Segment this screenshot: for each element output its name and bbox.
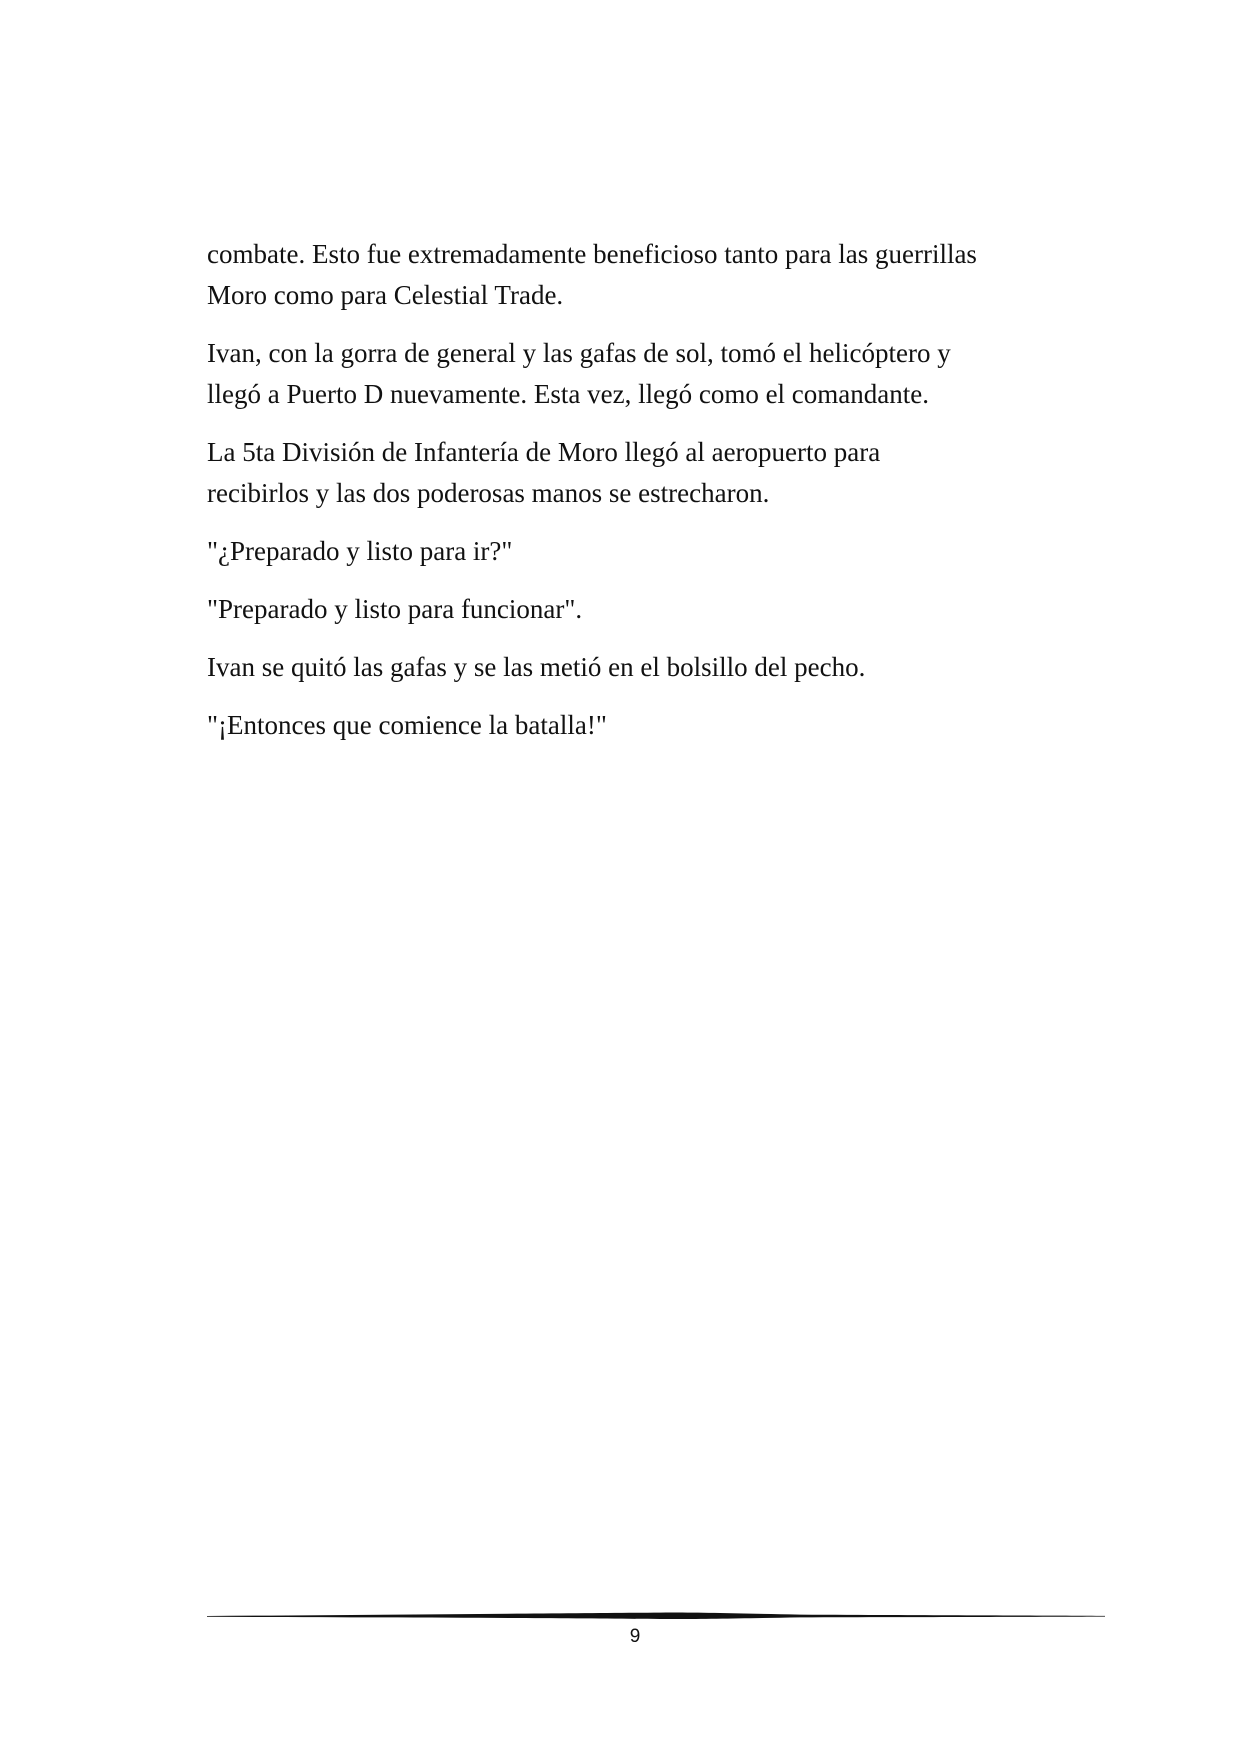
text-line: "¡Entonces que comience la batalla!"	[207, 710, 607, 740]
text-line: La 5ta División de Infantería de Moro llegó al aeropuerto para	[207, 437, 881, 467]
text-line: combate. Esto fue extremadamente beneficioso tanto para las guerrillas	[207, 239, 977, 269]
text-line: "Preparado y listo para funcionar".	[207, 594, 583, 624]
page-number: 9	[629, 1626, 641, 1647]
dialogue-paragraph	[207, 589, 1107, 630]
swash-divider-line	[207, 1613, 1105, 1620]
text-line: Ivan, con la gorra de general y las gafas de sol, tomó el helicóptero y	[207, 338, 951, 368]
text-line: llegó a Puerto D nuevamente. Esta vez, llegó como el comandante.	[207, 379, 929, 409]
paragraph	[207, 647, 1107, 688]
text-line: recibirlos y las dos poderosas manos se estrecharon.	[207, 478, 770, 508]
paragraph	[207, 333, 1107, 415]
paragraph	[207, 432, 1107, 514]
text-line: Moro como para Celestial Trade.	[207, 280, 564, 310]
paragraph	[207, 234, 1107, 316]
dialogue-paragraph	[207, 531, 1107, 572]
text-line: "¿Preparado y listo para ir?"	[207, 536, 513, 566]
text-line: Ivan se quitó las gafas y se las metió en el bolsillo del pecho.	[207, 652, 866, 682]
body-text	[207, 234, 1107, 763]
dialogue-paragraph	[207, 705, 1107, 746]
